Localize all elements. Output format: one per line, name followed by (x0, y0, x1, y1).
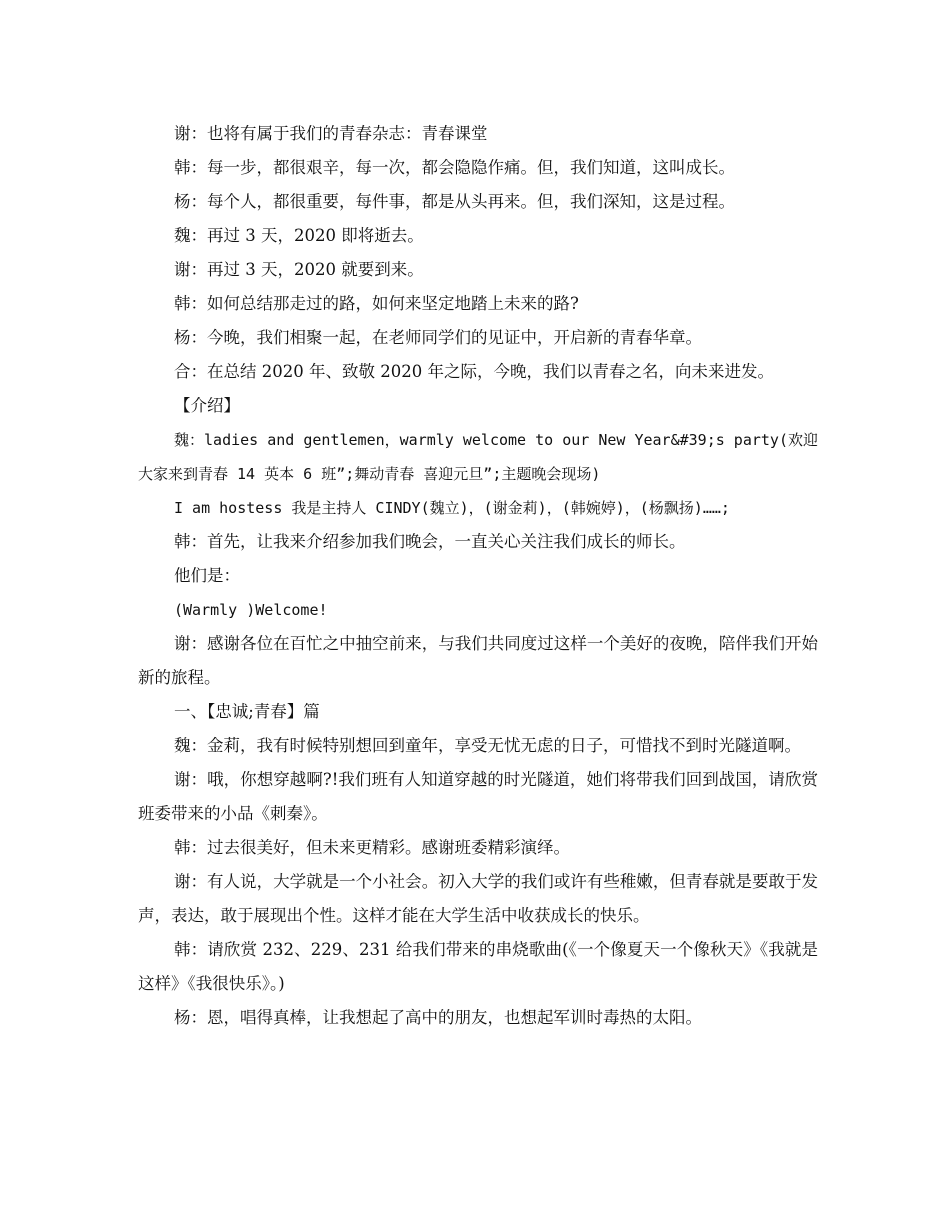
paragraph-10: 魏：ladies and gentlemen，warmly welcome to our New Year&#39;s party(欢迎大家来到青春 14 英本 6 班”;舞动青春 喜迎元旦”;主题晚会现场) (138, 431, 818, 483)
paragraph-8: 合：在总结 2020 年、致敬 2020 年之际，今晚，我们以青春之名，向未来进发。 (174, 362, 774, 381)
paragraph-1: 谢：也将有属于我们的青春杂志：青春课堂 (174, 124, 488, 143)
section-heading-loyalty-youth: 一、【忠诚;青春】篇 (174, 702, 320, 721)
paragraph-2: 韩：每一步，都很艰辛，每一次，都会隐隐作痛。但，我们知道，这叫成长。 (174, 158, 735, 177)
paragraph-4: 魏：再过 3 天，2020 即将逝去。 (174, 226, 424, 245)
paragraph-22: 杨：恩，唱得真棒，让我想起了高中的朋友，也想起军训时毒热的太阳。 (174, 1008, 702, 1027)
paragraph-19: 韩：过去很美好，但未来更精彩。感谢班委精彩演绎。 (174, 838, 570, 857)
paragraph-12: 韩：首先，让我来介绍参加我们晚会，一直关心关注我们成长的师长。 (174, 532, 686, 551)
paragraph-14: (Warmly )Welcome! (174, 601, 328, 619)
document-body (138, 117, 818, 1035)
paragraph-6: 韩：如何总结那走过的路，如何来坚定地踏上未来的路? (174, 294, 579, 313)
paragraph-17: 魏：金莉，我有时候特别想回到童年，享受无忧无虑的日子，可惜找不到时光隧道啊。 (174, 736, 801, 755)
paragraph-5: 谢：再过 3 天，2020 就要到来。 (174, 260, 424, 279)
paragraph-20: 谢：有人说，大学就是一个小社会。初入大学的我们或许有些稚嫩，但青春就是要敢于发声，表达，敢于展现出个性。这样才能在大学生活中收获成长的快乐。 (138, 872, 818, 925)
paragraph-21: 韩：请欣赏 232、229、231 给我们带来的串烧歌曲(《一个像夏天一个像秋天》《我就是这样》《我很快乐》。) (138, 940, 818, 993)
paragraph-13: 他们是： (174, 566, 240, 585)
paragraph-15: 谢：感谢各位在百忙之中抽空前来，与我们共同度过这样一个美好的夜晚，陪伴我们开始新的旅程。 (138, 634, 818, 687)
paragraph-18: 谢：哦，你想穿越啊?!我们班有人知道穿越的时光隧道，她们将带我们回到战国，请欣赏班委带来的小品《刺秦》。 (138, 770, 818, 823)
paragraph-3: 杨：每个人，都很重要，每件事，都是从头再来。但，我们深知，这是过程。 (174, 192, 735, 211)
paragraph-7: 杨：今晚，我们相聚一起，在老师同学们的见证中，开启新的青春华章。 (174, 328, 702, 347)
paragraph-11: I am hostess 我是主持人 CINDY(魏立)，(谢金莉)，(韩婉婷)，(杨飘扬)……; (174, 499, 730, 517)
section-heading-intro: 【介绍】 (174, 396, 240, 415)
